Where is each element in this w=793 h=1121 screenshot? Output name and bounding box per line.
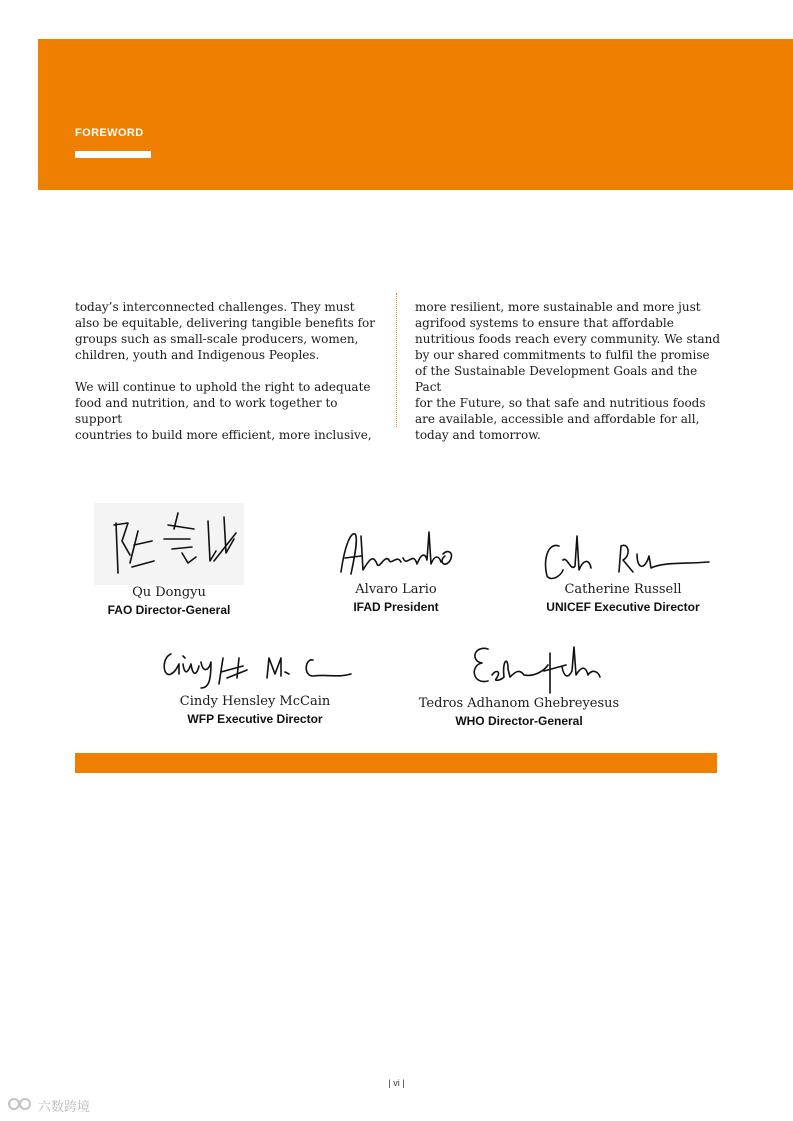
- bottom-accent-bar: [75, 753, 717, 773]
- right-column: [415, 299, 720, 459]
- signature-block-qu-dongyu: [59, 503, 279, 618]
- signatory-name: Tedros Adhanom Ghebreyesus: [418, 696, 620, 711]
- watermark-logo-icon: [8, 1096, 34, 1115]
- signatory-title: WFP Executive Director: [187, 712, 323, 726]
- signature-image: [434, 641, 604, 696]
- signatory-title: FAO Director-General: [107, 603, 231, 617]
- header-band: [38, 39, 793, 190]
- left-column: [75, 299, 385, 459]
- signatory-name: Qu Dongyu: [132, 585, 206, 600]
- paragraph: We will continue to uphold the right to adequate food and nutrition, and to work together to support countries to build more efficient, more inclusive,: [75, 380, 372, 442]
- signature-block-cindy-mccain: [145, 644, 365, 727]
- paragraph: today’s interconnected challenges. They must also be equitable, delivering tangible benefits for groups such as small-scale producers, women, children, youth and Indigenous Peoples.: [75, 300, 375, 362]
- signatory-title: UNICEF Executive Director: [546, 600, 700, 614]
- signatory-name: Cindy Hensley McCain: [179, 694, 331, 709]
- signature-image: [157, 644, 353, 694]
- paragraph: more resilient, more sustainable and more just agrifood systems to ensure that affordable nutritious foods reach every community. We stand by our shared commitments to fulfil the promise of the Sustainable Development Goals and the Pact for the Future, so that safe and nutritious foods are available, accessible and affordable for all, today and tomorrow.: [415, 300, 721, 442]
- signatory-title: WHO Director-General: [455, 714, 583, 728]
- signatory-name: Catherine Russell: [564, 582, 682, 597]
- signatory-name: Alvaro Lario: [355, 582, 437, 597]
- signature-image: [533, 532, 713, 582]
- signature-block-alvaro-lario: [286, 524, 506, 615]
- signature-image: [94, 503, 244, 585]
- column-divider: [396, 293, 397, 427]
- section-label: FOREWORD: [75, 127, 144, 139]
- signatory-title: IFAD President: [353, 600, 439, 614]
- page-number: | vi |: [388, 1078, 405, 1088]
- section-label-underline: [75, 151, 151, 158]
- watermark: [8, 1096, 90, 1115]
- signature-block-tedros-ghebreyesus: [409, 641, 629, 729]
- signature-image: [331, 524, 461, 582]
- signature-block-catherine-russell: [513, 532, 733, 615]
- watermark-logo-graphic: [8, 1096, 34, 1112]
- watermark-text: 六数跨境: [38, 1100, 91, 1115]
